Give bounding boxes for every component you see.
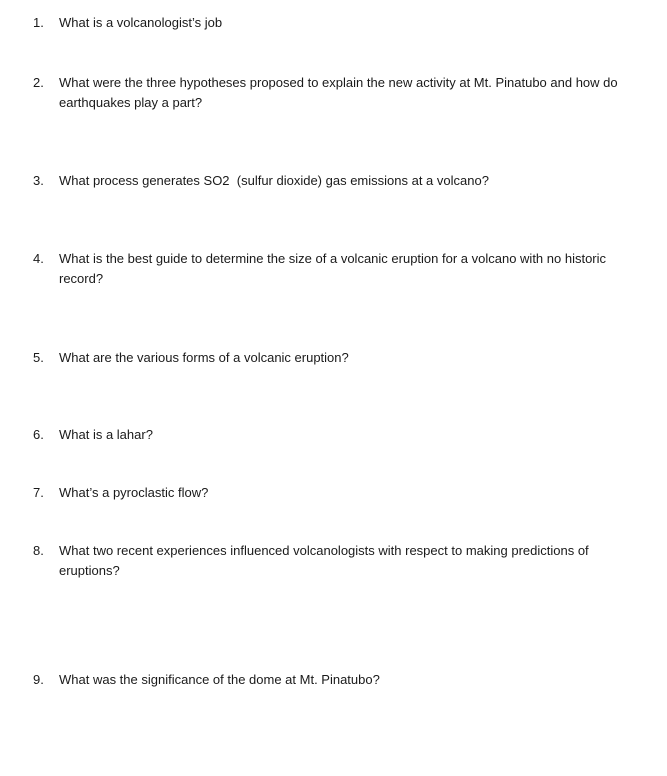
question-item — [33, 171, 643, 191]
question-text: What is the best guide to determine the size of a volcanic eruption for a volcano with no historic record? — [59, 251, 607, 286]
question-text: What process generates SO2 (sulfur dioxide) gas emissions at a volcano? — [59, 173, 489, 188]
question-number: 3. — [33, 173, 44, 188]
question-item — [33, 13, 643, 33]
question-text: What two recent experiences influenced volcanologists with respect to making predictions of eruptions? — [59, 543, 589, 578]
question-item — [33, 249, 643, 289]
question-item — [33, 541, 643, 581]
question-number: 5. — [33, 350, 44, 365]
question-number: 6. — [33, 427, 44, 442]
question-number: 8. — [33, 543, 44, 558]
question-item — [33, 73, 643, 113]
question-text: What is a volcanologist’s job — [59, 15, 223, 30]
question-text: What were the three hypotheses proposed to explain the new activity at Mt. Pinatubo and how do earthquakes play a part? — [59, 75, 618, 110]
question-item — [33, 670, 643, 690]
question-item — [33, 483, 643, 503]
question-text: What are the various forms of a volcanic eruption? — [59, 350, 349, 365]
question-number: 9. — [33, 672, 44, 687]
question-text: What was the significance of the dome at Mt. Pinatubo? — [59, 672, 380, 687]
question-text: What is a lahar? — [59, 427, 153, 442]
question-item — [33, 425, 643, 445]
question-number: 1. — [33, 15, 44, 30]
question-text: What’s a pyroclastic flow? — [59, 485, 209, 500]
question-number: 2. — [33, 75, 44, 90]
question-item — [33, 348, 643, 368]
question-number: 4. — [33, 251, 44, 266]
question-number: 7. — [33, 485, 44, 500]
